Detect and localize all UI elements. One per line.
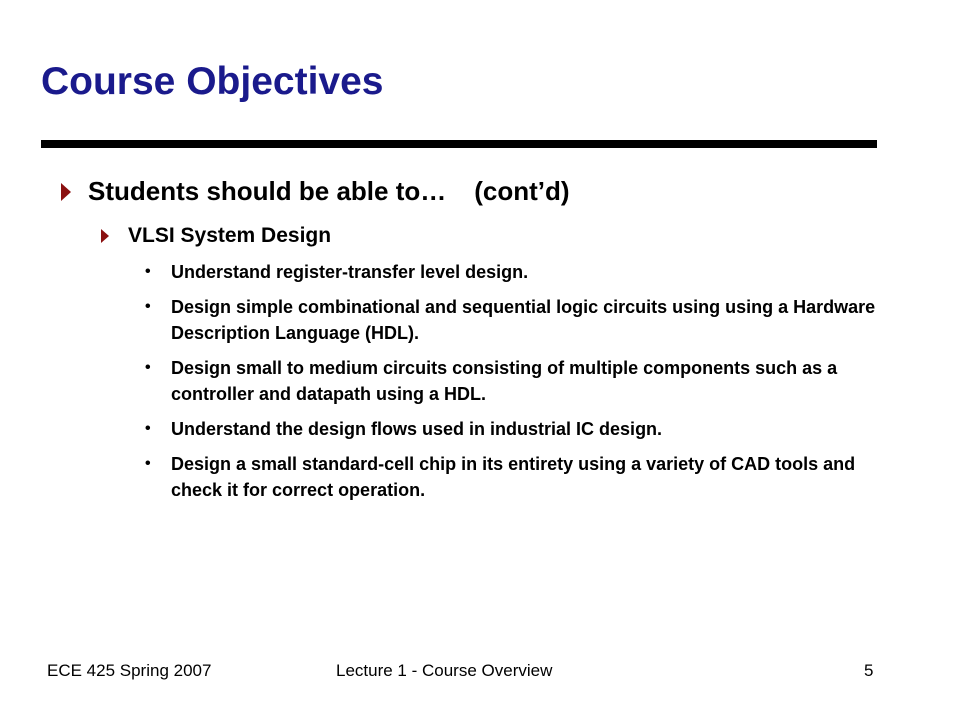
page-number: 5	[864, 661, 874, 680]
level2-item	[101, 224, 331, 248]
bullet-list	[145, 259, 905, 512]
footer-lecture: Lecture 1 - Course Overview	[336, 661, 553, 680]
level1-text: Students should be able to…	[88, 176, 447, 206]
bullet-item: • Understand register-transfer level design.	[145, 259, 905, 285]
slide-title: Course Objectives	[41, 60, 384, 103]
bullet-item: • Design simple combinational and sequential logic circuits using using a Hardware Description Language (HDL).	[145, 294, 905, 346]
triangle-arrow-icon	[101, 229, 109, 243]
bullet-item: • Design small to medium circuits consisting of multiple components such as a controller and datapath using a HDL.	[145, 355, 905, 407]
triangle-arrow-icon	[61, 183, 71, 201]
bullet-item: • Understand the design flows used in industrial IC design.	[145, 416, 905, 442]
level1-item	[61, 176, 570, 207]
level1-suffix: (cont’d)	[474, 176, 570, 206]
title-divider	[41, 140, 877, 148]
bullet-item: • Design a small standard-cell chip in its entirety using a variety of CAD tools and check it for correct operation.	[145, 451, 905, 503]
level2-text: VLSI System Design	[128, 224, 332, 247]
footer-course: ECE 425 Spring 2007	[47, 661, 212, 680]
